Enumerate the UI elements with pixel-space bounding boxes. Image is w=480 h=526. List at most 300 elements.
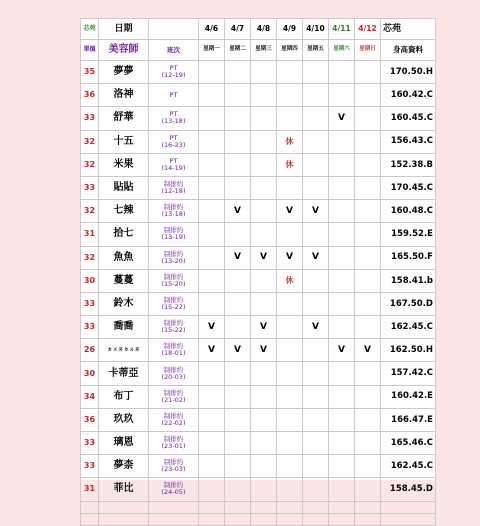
day-mark-1[interactable] [225,130,251,153]
day-mark-4[interactable] [303,223,329,246]
day-mark-4[interactable] [303,408,329,431]
shift-type: 制排約 [163,481,184,490]
empty-cell [251,501,277,513]
stylist-name[interactable]: 十五 [99,130,149,153]
day-mark-2[interactable] [251,223,277,246]
day-mark-4[interactable] [303,130,329,153]
shift-type: 制排約 [163,458,184,467]
day-mark-3[interactable] [277,432,303,455]
table-row [81,107,436,130]
day-mark-0[interactable] [199,246,225,269]
weekday-4: 星期五 [303,40,329,61]
day-mark-3[interactable]: 休 [277,269,303,292]
stylist-name[interactable]: 拾七 [99,223,149,246]
date-6: 4/12 [355,19,381,40]
empty-cell [329,501,355,513]
shift-cell [149,61,199,84]
price-cell: 30 [81,269,99,292]
day-mark-1[interactable] [225,153,251,176]
empty-cell [277,501,303,513]
day-mark-4[interactable] [303,455,329,478]
date-1: 4/7 [225,19,251,40]
day-mark-1[interactable] [225,176,251,199]
day-mark-4[interactable] [303,176,329,199]
profile-cell: 157.42.C [381,362,436,385]
stylist-label: 美容師 [99,40,149,61]
shift-hours: (12-19) [161,71,186,80]
day-mark-5[interactable] [329,478,355,501]
table-row [81,408,436,431]
day-mark-1[interactable] [225,385,251,408]
day-mark-2[interactable] [251,84,277,107]
shift-hours: (13-18) [161,210,186,219]
date-5: 4/11 [329,19,355,40]
day-mark-4[interactable] [303,107,329,130]
price-cell: 36 [81,408,99,431]
shift-cell [149,408,199,431]
shift-cell [149,200,199,223]
day-mark-6[interactable] [355,176,381,199]
day-mark-1[interactable] [225,107,251,130]
day-mark-5[interactable] [329,292,355,315]
shift-type: 制排約 [163,435,184,444]
day-mark-0[interactable] [199,223,225,246]
price-cell: 33 [81,432,99,455]
stylist-name[interactable]: 菲比 [99,478,149,501]
profile-cell: 159.52.E [381,223,436,246]
day-mark-1[interactable] [225,432,251,455]
day-mark-4[interactable] [303,432,329,455]
day-mark-6[interactable] [355,223,381,246]
shift-hours: (12-18) [161,187,186,196]
date-0: 4/6 [199,19,225,40]
day-mark-5[interactable] [329,316,355,339]
day-mark-2[interactable] [251,153,277,176]
shift-type: 制排約 [163,203,184,212]
shift-hours: (23-01) [161,442,186,451]
day-mark-1[interactable]: V [225,200,251,223]
day-mark-5[interactable] [329,269,355,292]
shift-hours: (23-03) [161,465,186,474]
stylist-name[interactable]: 夢夢 [99,61,149,84]
shift-cell [149,316,199,339]
shift-hours: (16-23) [161,140,186,149]
empty-row [81,501,436,513]
day-mark-5[interactable] [329,455,355,478]
day-mark-2[interactable] [251,408,277,431]
shift-cell [149,223,199,246]
shift-cell [149,269,199,292]
stylist-name[interactable]: 米果 [99,153,149,176]
price-cell: 33 [81,316,99,339]
table-row [81,223,436,246]
price-cell: 31 [81,223,99,246]
stylist-name[interactable]: 璃恩 [99,432,149,455]
day-mark-1[interactable] [225,478,251,501]
day-mark-0[interactable] [199,176,225,199]
day-mark-5[interactable] [329,362,355,385]
day-mark-3[interactable] [277,176,303,199]
table-row [81,362,436,385]
day-mark-5[interactable] [329,223,355,246]
profile-cell: 156.43.C [381,130,436,153]
stylist-name[interactable]: 七辣 [99,200,149,223]
empty-cell [225,501,251,513]
table-row [81,61,436,84]
shift-type: PT [169,90,178,99]
shift-label: 班次 [149,40,199,61]
day-mark-2[interactable] [251,362,277,385]
empty-cell [251,513,277,525]
weekday-0: 星期一 [199,40,225,61]
day-mark-0[interactable] [199,153,225,176]
day-mark-0[interactable] [199,362,225,385]
shift-hours: (22-02) [161,418,186,427]
day-mark-5[interactable] [329,84,355,107]
profile-cell: 158.45.D [381,478,436,501]
shift-hours: (24-05) [161,488,186,497]
profile-cell: 158.41.b [381,269,436,292]
day-mark-0[interactable] [199,385,225,408]
day-mark-4[interactable] [303,153,329,176]
empty-row [81,513,436,525]
day-mark-1[interactable] [225,362,251,385]
day-mark-4[interactable] [303,478,329,501]
day-mark-5[interactable] [329,385,355,408]
empty-cell [199,513,225,525]
day-mark-5[interactable] [329,246,355,269]
shift-cell [149,385,199,408]
day-mark-6[interactable] [355,61,381,84]
day-mark-1[interactable] [225,61,251,84]
table-row [81,176,436,199]
date-2: 4/8 [251,19,277,40]
day-mark-6[interactable] [355,478,381,501]
day-mark-0[interactable] [199,478,225,501]
shift-cell [149,153,199,176]
price-cell: 33 [81,107,99,130]
shift-type: 制排約 [163,180,184,189]
day-mark-4[interactable] [303,385,329,408]
day-mark-5[interactable]: V [329,107,355,130]
day-mark-3[interactable] [277,339,303,362]
day-mark-1[interactable]: V [225,246,251,269]
day-mark-3[interactable] [277,408,303,431]
date-label: 日期 [99,19,149,40]
day-mark-3[interactable] [277,385,303,408]
day-mark-2[interactable] [251,130,277,153]
price-cell: 32 [81,200,99,223]
day-mark-5[interactable] [329,200,355,223]
day-mark-1[interactable]: V [225,339,251,362]
day-mark-2[interactable] [251,61,277,84]
shift-type: PT [169,156,178,165]
day-mark-0[interactable] [199,61,225,84]
day-mark-2[interactable] [251,455,277,478]
day-mark-1[interactable] [225,84,251,107]
shift-cell [149,339,199,362]
price-cell: 31 [81,478,99,501]
day-mark-2[interactable] [251,385,277,408]
day-mark-6[interactable]: V [355,339,381,362]
day-mark-3[interactable] [277,316,303,339]
profile-cell: 166.47.E [381,408,436,431]
empty-cell [99,501,149,513]
profile-cell: 170.50.H [381,61,436,84]
day-mark-6[interactable] [355,455,381,478]
day-mark-4[interactable]: V [303,246,329,269]
empty-cell [303,513,329,525]
corner-top-label: 芯苑 [81,19,99,40]
shift-hours: (21-02) [161,395,186,404]
day-mark-5[interactable] [329,153,355,176]
header-blank [149,19,199,40]
day-mark-3[interactable] [277,61,303,84]
weekday-5: 星期六 [329,40,355,61]
header-row-weekdays [81,40,436,61]
profile-cell: 160.48.C [381,200,436,223]
shift-cell [149,176,199,199]
day-mark-5[interactable] [329,432,355,455]
stylist-name[interactable]: 魚魚 [99,246,149,269]
price-cell: 35 [81,61,99,84]
empty-cell [149,501,199,513]
stylist-name[interactable]: ㄉㄨㄞㄉㄨㄞ [99,339,149,362]
price-cell: 30 [81,362,99,385]
empty-cell [199,501,225,513]
profile-cell: 160.45.C [381,107,436,130]
empty-cell [99,513,149,525]
day-mark-3[interactable] [277,223,303,246]
stylist-name[interactable]: 布丁 [99,385,149,408]
empty-cell [381,501,436,513]
shift-type: 制排約 [163,342,184,351]
empty-cell [381,513,436,525]
table-row [81,455,436,478]
day-mark-2[interactable]: V [251,246,277,269]
table-row [81,432,436,455]
day-mark-4[interactable] [303,339,329,362]
day-mark-6[interactable] [355,432,381,455]
day-mark-6[interactable] [355,385,381,408]
day-mark-0[interactable] [199,130,225,153]
table-row [81,200,436,223]
day-mark-5[interactable] [329,176,355,199]
table-row [81,316,436,339]
stylist-name[interactable]: 玖玖 [99,408,149,431]
day-mark-5[interactable]: V [329,339,355,362]
price-cell: 32 [81,246,99,269]
shift-type: PT [169,64,178,73]
day-mark-2[interactable] [251,478,277,501]
day-mark-4[interactable] [303,61,329,84]
day-mark-1[interactable] [225,408,251,431]
profile-cell: 160.42.C [381,84,436,107]
day-mark-0[interactable] [199,107,225,130]
day-mark-6[interactable] [355,246,381,269]
day-mark-0[interactable] [199,269,225,292]
empty-cell [225,513,251,525]
day-mark-1[interactable] [225,455,251,478]
day-mark-4[interactable] [303,292,329,315]
stylist-name[interactable]: 喬喬 [99,316,149,339]
day-mark-6[interactable] [355,130,381,153]
schedule-table [80,18,436,526]
price-cell: 32 [81,153,99,176]
profile-cell: 160.42.E [381,385,436,408]
stylist-name[interactable]: 鈴木 [99,292,149,315]
day-mark-2[interactable] [251,176,277,199]
day-mark-6[interactable] [355,316,381,339]
shift-cell [149,455,199,478]
table-row [81,292,436,315]
profile-cell: 165.46.C [381,432,436,455]
profile-title: 芯苑 [381,19,436,40]
day-mark-0[interactable] [199,432,225,455]
shift-cell [149,107,199,130]
day-mark-5[interactable] [329,61,355,84]
day-mark-1[interactable] [225,269,251,292]
day-mark-6[interactable] [355,269,381,292]
stylist-name[interactable]: 貼貼 [99,176,149,199]
price-cell: 36 [81,84,99,107]
day-mark-2[interactable] [251,292,277,315]
shift-type: 制排約 [163,272,184,281]
shift-type: PT [169,110,178,119]
empty-cell [277,513,303,525]
stylist-name[interactable]: 舒華 [99,107,149,130]
day-mark-6[interactable] [355,84,381,107]
shift-type: 制排約 [163,365,184,374]
day-mark-0[interactable]: V [199,339,225,362]
table-row [81,246,436,269]
day-mark-2[interactable] [251,269,277,292]
price-cell: 33 [81,455,99,478]
shift-type: 制排約 [163,249,184,258]
weekday-2: 星期三 [251,40,277,61]
day-mark-3[interactable] [277,362,303,385]
table-row [81,478,436,501]
shift-cell [149,84,199,107]
day-mark-3[interactable] [277,84,303,107]
shift-hours: (20-03) [161,372,186,381]
day-mark-2[interactable] [251,432,277,455]
profile-cell: 162.45.C [381,316,436,339]
day-mark-1[interactable] [225,292,251,315]
stylist-name[interactable]: 卡蒂亞 [99,362,149,385]
table-row [81,339,436,362]
day-mark-2[interactable]: V [251,339,277,362]
schedule-sheet [80,18,435,497]
day-mark-3[interactable] [277,455,303,478]
shift-type: 制排約 [163,388,184,397]
shift-hours: (15-22) [161,302,186,311]
day-mark-3[interactable]: 休 [277,153,303,176]
profile-cell: 167.50.D [381,292,436,315]
weekday-1: 星期二 [225,40,251,61]
table-row [81,269,436,292]
shift-type: PT [169,133,178,142]
stylist-name[interactable]: 蔓蔓 [99,269,149,292]
stylist-name[interactable]: 夢柰 [99,455,149,478]
day-mark-4[interactable] [303,362,329,385]
empty-cell [329,513,355,525]
profile-cell: 162.45.C [381,455,436,478]
day-mark-1[interactable] [225,223,251,246]
price-cell: 26 [81,339,99,362]
empty-cell [303,501,329,513]
empty-cell [81,513,99,525]
empty-cell [81,501,99,513]
day-mark-0[interactable] [199,84,225,107]
day-mark-6[interactable] [355,153,381,176]
day-mark-0[interactable] [199,200,225,223]
shift-cell [149,292,199,315]
day-mark-3[interactable] [277,478,303,501]
day-mark-3[interactable]: V [277,200,303,223]
day-mark-0[interactable] [199,408,225,431]
day-mark-0[interactable]: V [199,316,225,339]
day-mark-6[interactable] [355,408,381,431]
day-mark-2[interactable] [251,200,277,223]
shift-hours: (13-18) [161,117,186,126]
day-mark-6[interactable] [355,362,381,385]
empty-cell [355,513,381,525]
shift-type: 制排約 [163,411,184,420]
day-mark-2[interactable]: V [251,316,277,339]
day-mark-5[interactable] [329,408,355,431]
shift-cell [149,478,199,501]
shift-cell [149,246,199,269]
day-mark-3[interactable] [277,107,303,130]
day-mark-0[interactable] [199,455,225,478]
profile-cell: 152.38.B [381,153,436,176]
price-cell: 34 [81,385,99,408]
price-cell: 33 [81,176,99,199]
day-mark-6[interactable] [355,200,381,223]
shift-hours: (13-19) [161,233,186,242]
date-3: 4/9 [277,19,303,40]
table-row [81,130,436,153]
day-mark-6[interactable] [355,107,381,130]
shift-cell [149,130,199,153]
day-mark-3[interactable] [277,292,303,315]
date-4: 4/10 [303,19,329,40]
shift-type: 制排約 [163,226,184,235]
profile-cell: 162.50.H [381,339,436,362]
day-mark-4[interactable] [303,84,329,107]
day-mark-1[interactable] [225,316,251,339]
day-mark-0[interactable] [199,292,225,315]
shift-type: 制排約 [163,295,184,304]
day-mark-3[interactable]: V [277,246,303,269]
day-mark-4[interactable]: V [303,316,329,339]
day-mark-4[interactable] [303,269,329,292]
day-mark-5[interactable] [329,130,355,153]
day-mark-6[interactable] [355,292,381,315]
day-mark-3[interactable]: 休 [277,130,303,153]
corner-bottom-label: 單價 [81,40,99,61]
profile-cell: 165.50.F [381,246,436,269]
day-mark-4[interactable]: V [303,200,329,223]
day-mark-2[interactable] [251,107,277,130]
table-row [81,84,436,107]
table-row [81,153,436,176]
shift-hours: (13-20) [161,256,186,265]
stylist-name[interactable]: 洛神 [99,84,149,107]
price-cell: 32 [81,130,99,153]
shift-hours: (15-22) [161,326,186,335]
